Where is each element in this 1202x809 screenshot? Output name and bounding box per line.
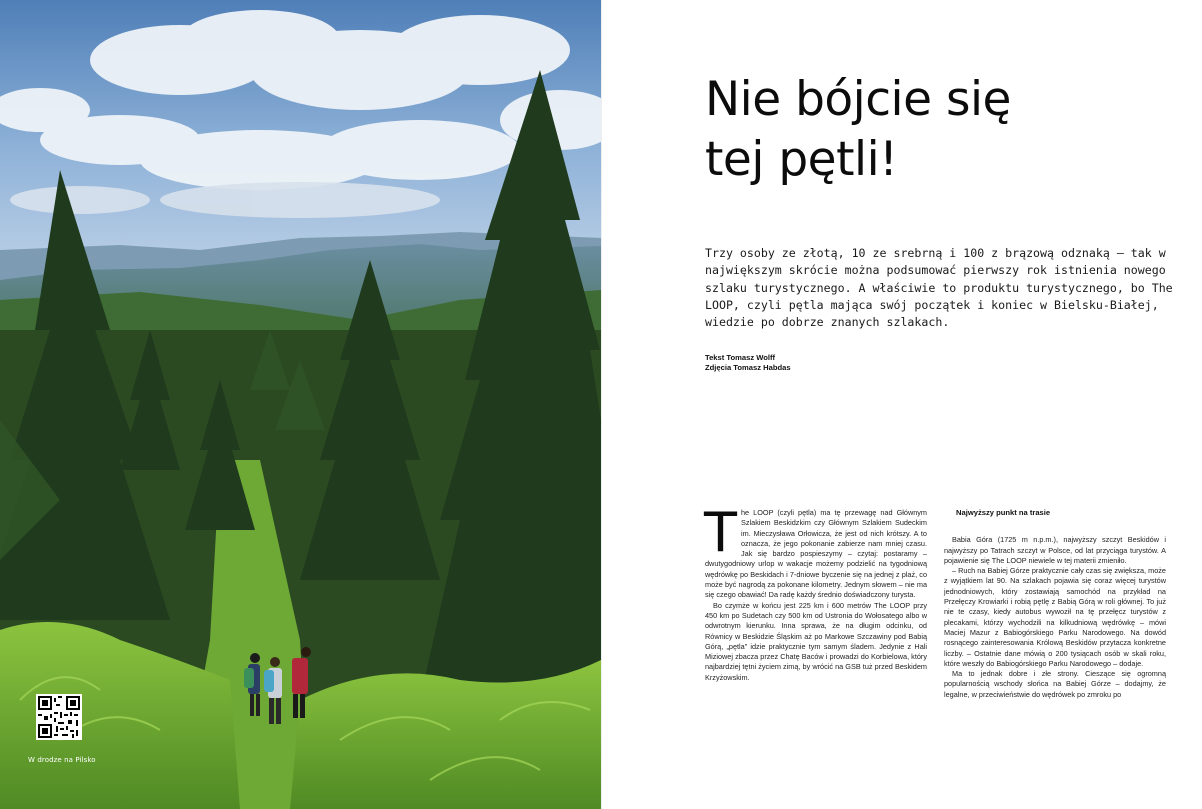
body-paragraph: he LOOP (czyli pętla) ma tę przewagę nad Głównym Szlakiem Beskidzkim czy Głównym Szlakiem Sudeckim im. Mieczysława Orłowicza, że jest od nich krótszy. A to oznacza, że jego pokonanie zabierze nam mniej czasu. Jak się bardzo pospieszymy – czytaj: postaramy – dwutygodniowy urlop w wakacje możemy podzielić na tygodniową wędrówkę po Beskidach i 7-dniowe byczenie się na jednej z plaż, co może być nagrodą za pokonane kilometry. Jednym słowem – nie ma się czego obawiać! Da radę każdy średnio doświadczony turysta.: [705, 508, 927, 600]
qr-caption: W drodze na Pilsko: [28, 756, 96, 764]
body-column-1: [704, 501, 927, 683]
text-credit-author: Tomasz Wolff: [726, 353, 776, 362]
headline-line-2: tej pętli!: [705, 132, 898, 187]
article-headline: [705, 70, 1145, 190]
photo-credit-author: Tomasz Habdas: [733, 363, 791, 372]
article-credits: [705, 353, 791, 373]
qr-code[interactable]: [36, 694, 82, 740]
body-paragraph: Babia Góra (1725 m n.p.m.), najwyższy szczyt Beskidów i najwyższy po Tatrach szczyt w Polsce, od lat przyciąga turystów. A pojawienie się The LOOP niewiele w tej materii zmieniło.: [944, 535, 1166, 565]
photo-credit: [705, 363, 791, 373]
body-paragraph: Ma to jednak dobre i złe strony. Cieszące się ogromną popularnością wschody słońca na Babiej Górze – dodajmy, że legalne, w przeciwieństwie do wędrówek po zmroku po: [944, 669, 1166, 699]
text-credit: [705, 353, 791, 363]
text-credit-label: Tekst: [705, 353, 725, 362]
article-lead: Trzy osoby ze złotą, 10 ze srebrną i 100 z brązową odznaką – tak w największym skrócie można podsumować pierwszy rok istnienia nowego szlaku turystycznego. A właściwie to produktu turystycznego, bo The LOOP, czyli pętla mająca swój początek i koniec w Bielsku-Białej, wiedzie po dobrze znanych szlakach.: [705, 246, 1173, 330]
qr-code-icon: [38, 696, 80, 738]
section-subhead: Najwyższy punkt na trasie: [956, 508, 1051, 517]
drop-cap: T: [704, 501, 737, 564]
body-paragraph: Bo czymże w końcu jest 225 km i 600 metrów The LOOP przy 450 km po Sudetach czy 500 km od Ustronia do Wołosatego albo w odwrotnym kierunku. Inna sprawa, że na długim odcinku, od Równicy w Beskidzie Śląskim aż po Markowe Szczawiny pod Babią Górą, „pętla” idzie praktycznie tym samym śladem. Jedynie z Hali Miziowej zbacza przez Chatę Baców i prowadzi do Korbielowa, który najbardziej tętni życiem zimą, by wrócić na GSB tuż przed Beskidem Krzyżowskim.: [705, 600, 927, 682]
article-page: [601, 0, 1202, 809]
photo-credit-label: Zdjęcia: [705, 363, 732, 372]
body-paragraph: – Ruch na Babiej Górze praktycznie cały czas się zwiększa, może z wyjątkiem lat 90. Na szlakach pojawia się coraz więcej turystów jednodniowych, który zostawiają samochód na przykład na Przełęczy Krowiarki i robią pętlę z Babią Górą w roli głównej. To już nie te czasy, kiedy autobus wywoził na tę przełęcz turystów z plecakami, którzy wychodzili na kilkudniową wędrówkę – mówi Maciej Mazur z Babiogórskiego Parku Narodowego. Na dowód rosnącego zainteresowania Królową Beskidów przytacza konkretne liczby. – Ostatnie dane mówią o 200 tysiącach osób w skali roku, które weszły do Babiogórskiego Parku Narodowego – dodaje.: [944, 566, 1166, 668]
headline-line-1: Nie bójcie się: [705, 72, 1011, 127]
body-column-2: [944, 508, 1166, 700]
